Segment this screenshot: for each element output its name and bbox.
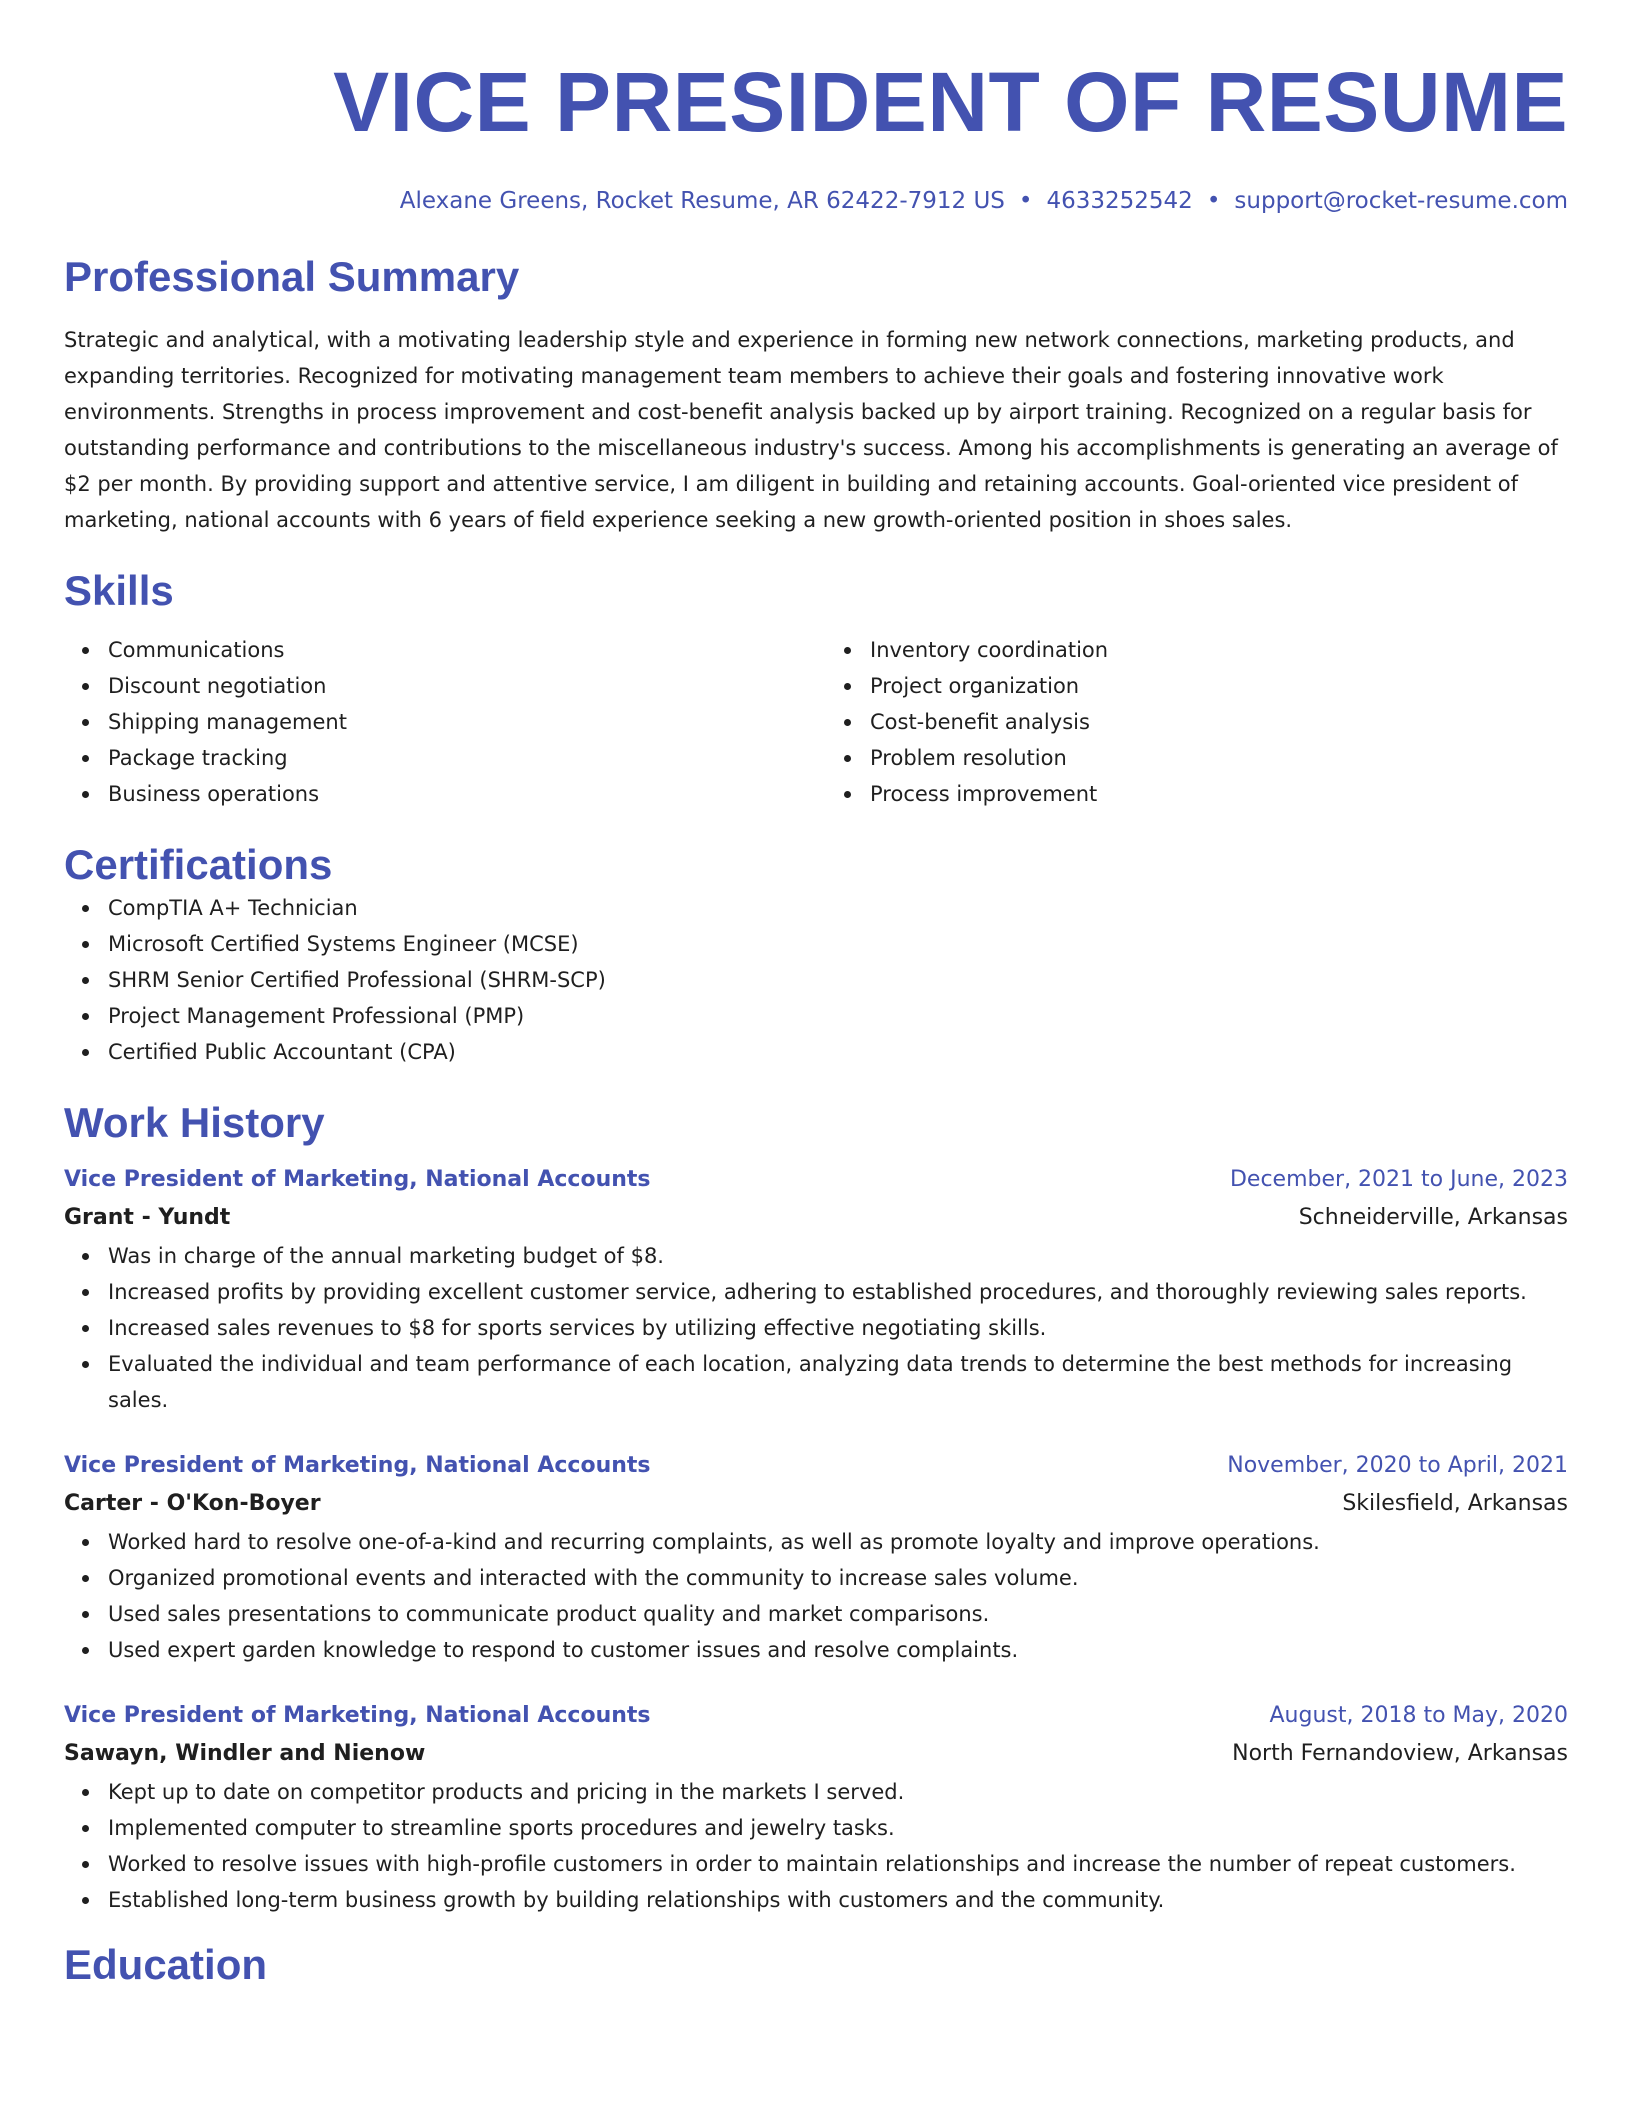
job-dates: August, 2018 to May, 2020 xyxy=(1269,1703,1568,1728)
skills-section xyxy=(64,566,1568,812)
summary-heading: Professional Summary xyxy=(64,253,520,300)
summary-text: Strategic and analytical, with a motivating leadership style and experience in forming new network connections, marketing products, and expanding territories. Recognized for motivating management team members to achieve their goals and fostering innovative work environments. Strengths in process improvement and cost-benefit analysis backed up by airport training. Recognized on a regular basis for outstanding performance and contributions to the miscellaneous industry's success. Among his accomplishments is generating an average of $2 per month. By providing support and attentive service, I am diligent in building and retaining accounts. Goal-oriented vice president of marketing, national accounts with 6 years of field experience seeking a new growth-oriented position in shoes sales. xyxy=(64,328,1558,532)
resume-title: VICE PRESIDENT OF RESUME xyxy=(333,55,1568,149)
summary-section xyxy=(64,252,1568,538)
job-role: Vice President of Marketing, National Accounts xyxy=(64,1703,651,1728)
job-company: Grant - Yundt xyxy=(64,1205,231,1230)
skill-item: Inventory coordination xyxy=(870,632,1568,668)
job-bullet: Increased sales revenues to $8 for sports services by utilizing effective negotiating skills. xyxy=(108,1310,1568,1346)
job-bullet: Was in charge of the annual marketing budget of $8. xyxy=(108,1238,1568,1274)
skill-item: Business operations xyxy=(108,776,806,812)
job-bullet: Established long-term business growth by building relationships with customers and the community. xyxy=(108,1882,1568,1918)
certifications-section xyxy=(64,840,1568,1070)
certification-item: CompTIA A+ Technician xyxy=(108,890,1568,926)
job-bullet: Worked to resolve issues with high-profile customers in order to maintain relationships and increase the number of repeat customers. xyxy=(108,1846,1568,1882)
skill-item: Shipping management xyxy=(108,704,806,740)
education-heading: Education xyxy=(64,1941,268,1988)
contact-phone: 4633252542 xyxy=(1046,188,1193,214)
work-history-heading: Work History xyxy=(64,1099,325,1146)
job-location: Schneiderville, Arkansas xyxy=(1298,1205,1568,1230)
contact-address: Alexane Greens, Rocket Resume, AR 62422-7912 US xyxy=(399,188,1005,214)
skills-grid xyxy=(64,632,1568,812)
job-role: Vice President of Marketing, National Accounts xyxy=(64,1167,651,1192)
job-company-row xyxy=(64,1484,1568,1524)
skill-item: Process improvement xyxy=(870,776,1568,812)
job-company-row xyxy=(64,1734,1568,1774)
job-bullet: Implemented computer to streamline sports procedures and jewelry tasks. xyxy=(108,1810,1568,1846)
job-bullet: Worked hard to resolve one-of-a-kind and recurring complaints, as well as promote loyalty and improve operations. xyxy=(108,1524,1568,1560)
skills-list-right xyxy=(826,632,1568,812)
job-location: North Fernandoview, Arkansas xyxy=(1232,1741,1568,1766)
job-company: Carter - O'Kon-Boyer xyxy=(64,1491,321,1516)
job-entry xyxy=(64,1698,1568,1918)
job-title-row xyxy=(64,1162,1568,1198)
job-bullet: Organized promotional events and interacted with the community to increase sales volume. xyxy=(108,1560,1568,1596)
job-role: Vice President of Marketing, National Accounts xyxy=(64,1453,651,1478)
skill-item: Communications xyxy=(108,632,806,668)
work-history-section xyxy=(64,1098,1568,1918)
skill-item: Cost-benefit analysis xyxy=(870,704,1568,740)
job-dates: November, 2020 to April, 2021 xyxy=(1227,1453,1568,1478)
contact-separator: • xyxy=(1018,188,1033,214)
job-title-row xyxy=(64,1698,1568,1734)
job-bullet: Increased profits by providing excellent customer service, adhering to established procedures, and thoroughly reviewing sales reports. xyxy=(108,1274,1568,1310)
job-bullet: Evaluated the individual and team performance of each location, analyzing data trends to determine the best methods for increasing sales. xyxy=(108,1346,1568,1418)
job-dates: December, 2021 to June, 2023 xyxy=(1229,1167,1568,1192)
certification-item: Certified Public Accountant (CPA) xyxy=(108,1034,1568,1070)
job-bullet: Used expert garden knowledge to respond to customer issues and resolve complaints. xyxy=(108,1632,1568,1668)
education-section xyxy=(64,1940,1568,1990)
skill-item: Problem resolution xyxy=(870,740,1568,776)
certification-item: Project Management Professional (PMP) xyxy=(108,998,1568,1034)
job-title-row xyxy=(64,1448,1568,1484)
job-company-row xyxy=(64,1198,1568,1238)
contact-separator: • xyxy=(1206,188,1221,214)
contact-line xyxy=(64,186,1568,216)
job-bullets xyxy=(64,1774,1568,1918)
job-bullets xyxy=(64,1524,1568,1668)
certification-item: SHRM Senior Certified Professional (SHRM-SCP) xyxy=(108,962,1568,998)
job-entry xyxy=(64,1162,1568,1418)
job-bullet: Kept up to date on competitor products and pricing in the markets I served. xyxy=(108,1774,1568,1810)
skills-heading: Skills xyxy=(64,567,174,614)
contact-email: support@rocket-resume.com xyxy=(1234,188,1568,214)
certifications-heading: Certifications xyxy=(64,841,333,888)
job-bullets xyxy=(64,1238,1568,1418)
job-bullet: Used sales presentations to communicate product quality and market comparisons. xyxy=(108,1596,1568,1632)
skills-list-left xyxy=(64,632,806,812)
skill-item: Discount negotiation xyxy=(108,668,806,704)
skill-item: Project organization xyxy=(870,668,1568,704)
certification-item: Microsoft Certified Systems Engineer (MCSE) xyxy=(108,926,1568,962)
certifications-list xyxy=(64,890,1568,1070)
skill-item: Package tracking xyxy=(108,740,806,776)
job-location: Skilesfield, Arkansas xyxy=(1342,1491,1568,1516)
job-company: Sawayn, Windler and Nienow xyxy=(64,1741,426,1766)
job-entry xyxy=(64,1448,1568,1668)
resume-header xyxy=(64,56,1568,216)
